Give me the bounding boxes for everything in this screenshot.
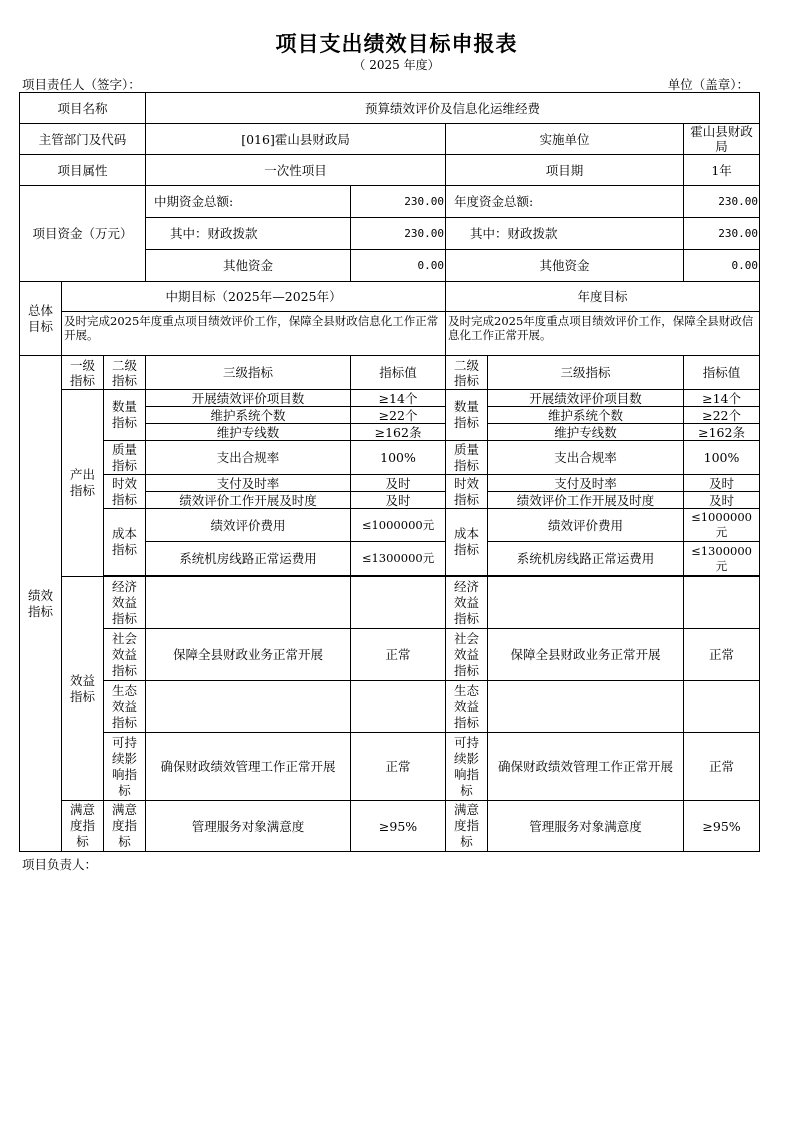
year-q1-value: ≥14个 (684, 390, 760, 407)
mid-total-label: 中期资金总额: (146, 186, 351, 218)
impl-unit-value: 霍山县财政局 (684, 124, 760, 155)
project-period-label: 项目期 (446, 155, 684, 186)
mid-goal-text: 及时完成2025年度重点项目绩效评价工作，保障全县财政信息化工作正常开展。 (62, 312, 446, 356)
dept-label: 主管部门及代码 (20, 124, 146, 155)
year-q3-value: ≥162条 (684, 424, 760, 441)
satisfaction-level2-label: 满意度指标 (104, 801, 146, 852)
year-goal-text: 及时完成2025年度重点项目绩效评价工作，保障全县财政信息化工作正常开展。 (446, 312, 760, 356)
year-c1-name: 绩效评价费用 (488, 509, 684, 542)
year-t1-value: 及时 (684, 475, 760, 492)
year-satisfaction-level2-label: 满意度指标 (446, 801, 488, 852)
year-total-value: 230.00 (684, 186, 760, 218)
mid-q3-name: 维护专线数 (146, 424, 351, 441)
value-header: 指标值 (351, 356, 446, 390)
year-social-indicator-label: 社会效益指标 (446, 629, 488, 681)
year-c1-value: ≤1000000元 (684, 509, 760, 542)
year-other-label: 其他资金 (446, 250, 684, 282)
cost-indicator-label: 成本指标 (104, 509, 146, 576)
timeliness-indicator-label: 时效指标 (104, 475, 146, 509)
dept-value: [016]霍山县财政局 (146, 124, 446, 155)
year-q2-name: 维护系统个数 (488, 407, 684, 424)
economic-indicator-label: 经济效益指标 (104, 577, 146, 629)
mid-c1-name: 绩效评价费用 (146, 509, 351, 542)
mid-social-name: 保障全县财政业务正常开展 (146, 629, 351, 681)
mid-t1-name: 支付及时率 (146, 475, 351, 492)
sustainable-indicator-label: 可持续影响指标 (104, 733, 146, 801)
year-level3-header: 三级指标 (488, 356, 684, 390)
year-sustainable-value: 正常 (684, 733, 760, 801)
mid-economic-value (351, 577, 446, 629)
mid-t2-name: 绩效评价工作开展及时度 (146, 492, 351, 509)
output-indicator-label: 产出指标 (62, 390, 104, 577)
mid-other-label: 其他资金 (146, 250, 351, 282)
overall-goal-label: 总体目标 (20, 282, 62, 356)
year-goal-header: 年度目标 (446, 282, 760, 312)
project-attr-value: 一次性项目 (146, 155, 446, 186)
level1-header: 一级指标 (62, 356, 104, 390)
mid-sustainable-value: 正常 (351, 733, 446, 801)
performance-goal-table (19, 92, 760, 852)
mid-sustainable-name: 确保财政绩效管理工作正常开展 (146, 733, 351, 801)
mid-ecological-value (351, 681, 446, 733)
year-economic-value (684, 577, 760, 629)
year-timeliness-indicator-label: 时效指标 (446, 475, 488, 509)
impl-unit-label: 实施单位 (446, 124, 684, 155)
quality-indicator-label: 质量指标 (104, 441, 146, 475)
project-name-value: 预算绩效评价及信息化运维经费 (146, 93, 760, 124)
year-value-header: 指标值 (684, 356, 760, 390)
level2-header: 二级指标 (104, 356, 146, 390)
mid-economic-name (146, 577, 351, 629)
year-total-label: 年度资金总额: (446, 186, 684, 218)
mid-q2-name: 维护系统个数 (146, 407, 351, 424)
year-satisfaction-name: 管理服务对象满意度 (488, 801, 684, 852)
project-attr-label: 项目属性 (20, 155, 146, 186)
mid-c2-name: 系统机房线路正常运费用 (146, 542, 351, 576)
year-quantity-indicator-label: 数量指标 (446, 390, 488, 441)
year-quality-name: 支出合规率 (488, 441, 684, 475)
year-sustainable-indicator-label: 可持续影响指标 (446, 733, 488, 801)
ecological-indicator-label: 生态效益指标 (104, 681, 146, 733)
year-ecological-name (488, 681, 684, 733)
unit-seal-label: 单位（盖章）： (667, 77, 749, 92)
mid-quality-name: 支出合规率 (146, 441, 351, 475)
year-fiscal-value: 230.00 (684, 218, 760, 250)
year-level2-header: 二级指标 (446, 356, 488, 390)
year-quality-value: 100% (684, 441, 760, 475)
report-year: （ 2025 年度） (353, 58, 440, 72)
page-title: 项目支出绩效目标申报表 (275, 31, 518, 56)
mid-c1-value: ≤1000000元 (351, 509, 446, 542)
satisfaction-level1-label: 满意度指标 (62, 801, 104, 852)
year-economic-name (488, 577, 684, 629)
project-funds-label: 项目资金（万元） (20, 186, 146, 282)
mid-c2-value: ≤1300000元 (351, 542, 446, 576)
year-cost-indicator-label: 成本指标 (446, 509, 488, 576)
mid-social-value: 正常 (351, 629, 446, 681)
year-t1-name: 支付及时率 (488, 475, 684, 492)
year-fiscal-label: 其中：财政拨款 (446, 218, 684, 250)
mid-q3-value: ≥162条 (351, 424, 446, 441)
year-q3-name: 维护专线数 (488, 424, 684, 441)
mid-q1-value: ≥14个 (351, 390, 446, 407)
quantity-indicator-label: 数量指标 (104, 390, 146, 441)
mid-q1-name: 开展绩效评价项目数 (146, 390, 351, 407)
project-period-value: 1年 (684, 155, 760, 186)
mid-fiscal-label: 其中：财政拨款 (146, 218, 351, 250)
mid-q2-value: ≥22个 (351, 407, 446, 424)
year-sustainable-name: 确保财政绩效管理工作正常开展 (488, 733, 684, 801)
mid-total-value: 230.00 (351, 186, 446, 218)
mid-ecological-name (146, 681, 351, 733)
mid-other-value: 0.00 (351, 250, 446, 282)
mid-satisfaction-value: ≥95% (351, 801, 446, 852)
mid-goal-header: 中期目标（2025年—2025年） (62, 282, 446, 312)
year-satisfaction-value: ≥95% (684, 801, 760, 852)
responsible-signature-label: 项目责任人（签字）： (22, 77, 141, 92)
benefit-indicator-label: 效益指标 (62, 577, 104, 801)
mid-fiscal-value: 230.00 (351, 218, 446, 250)
perf-indicator-label: 绩效指标 (20, 356, 62, 852)
year-other-value: 0.00 (684, 250, 760, 282)
mid-t1-value: 及时 (351, 475, 446, 492)
year-q1-name: 开展绩效评价项目数 (488, 390, 684, 407)
year-ecological-value (684, 681, 760, 733)
year-q2-value: ≥22个 (684, 407, 760, 424)
project-name-label: 项目名称 (20, 93, 146, 124)
year-t2-name: 绩效评价工作开展及时度 (488, 492, 684, 509)
level3-header: 三级指标 (146, 356, 351, 390)
social-indicator-label: 社会效益指标 (104, 629, 146, 681)
mid-satisfaction-name: 管理服务对象满意度 (146, 801, 351, 852)
year-t2-value: 及时 (684, 492, 760, 509)
year-c2-value: ≤1300000元 (684, 542, 760, 576)
project-leader-label: 项目负责人： (22, 857, 98, 872)
year-ecological-indicator-label: 生态效益指标 (446, 681, 488, 733)
mid-quality-value: 100% (351, 441, 446, 475)
year-social-name: 保障全县财政业务正常开展 (488, 629, 684, 681)
year-economic-indicator-label: 经济效益指标 (446, 577, 488, 629)
year-quality-indicator-label: 质量指标 (446, 441, 488, 475)
mid-t2-value: 及时 (351, 492, 446, 509)
year-social-value: 正常 (684, 629, 760, 681)
year-c2-name: 系统机房线路正常运费用 (488, 542, 684, 576)
